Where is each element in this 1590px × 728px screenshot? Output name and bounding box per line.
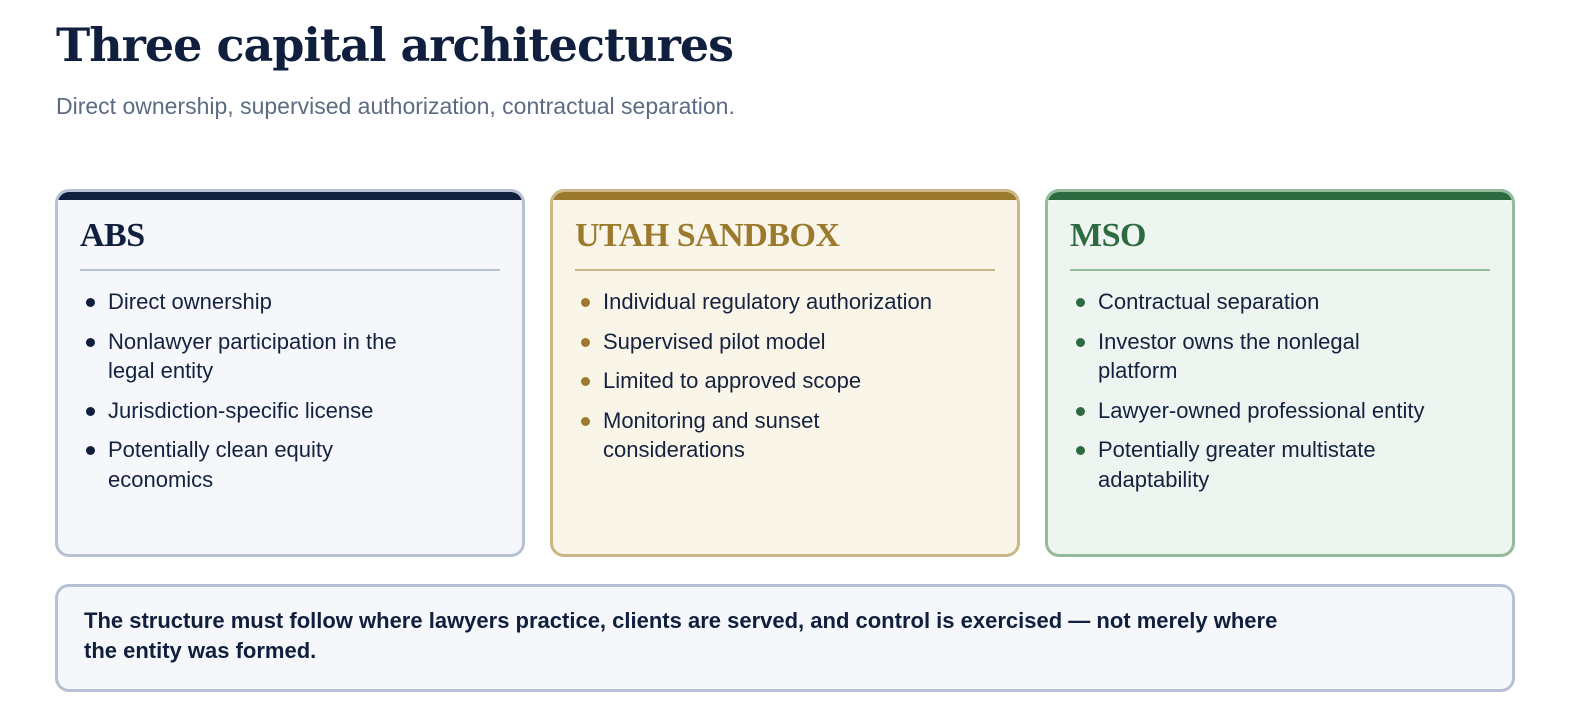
list-item — [1070, 396, 1430, 426]
list-item — [80, 396, 440, 426]
list-item-text: Individual regulatory authorization — [603, 289, 932, 314]
bullet-icon — [581, 417, 590, 426]
card-accent-bar — [553, 192, 1017, 200]
list-item-text: Potentially greater multistate adaptability — [1098, 437, 1376, 492]
list-item-text: Contractual separation — [1098, 289, 1320, 314]
list-item — [575, 287, 935, 317]
card-title: ABS — [80, 217, 145, 254]
list-item-text: Limited to approved scope — [603, 368, 862, 393]
bullet-icon — [1076, 446, 1085, 455]
list-item-text: Monitoring and sunset considerations — [603, 407, 820, 462]
callout-text: The structure must follow where lawyers practice, clients are served, and control is exercised — not merely where the entity was formed. — [84, 608, 1278, 663]
list-item-text: Jurisdiction-specific license — [108, 397, 374, 423]
card-divider — [80, 269, 500, 271]
list-item-text: Potentially clean equity economics — [108, 437, 334, 492]
list-item — [1070, 327, 1430, 386]
list-item-text: Supervised pilot model — [603, 328, 826, 354]
list-item — [80, 287, 440, 317]
card-divider — [1070, 269, 1490, 271]
bullet-icon — [1076, 298, 1085, 307]
page-subtitle: Direct ownership, supervised authorization, contractual separation. — [56, 93, 735, 119]
list-item — [1070, 287, 1430, 317]
list-item — [80, 327, 440, 386]
bullet-icon — [581, 377, 590, 386]
list-item — [575, 406, 935, 465]
list-item — [575, 366, 935, 396]
list-item-text: Investor owns the nonlegal platform — [1098, 328, 1360, 383]
card-divider — [575, 269, 995, 271]
card-list — [575, 287, 935, 475]
bullet-icon — [86, 446, 95, 455]
list-item — [1070, 435, 1430, 494]
card-accent-bar — [1048, 192, 1512, 200]
bullet-icon — [86, 407, 95, 416]
bullet-icon — [86, 338, 95, 347]
card-utah-sandbox — [550, 189, 1020, 557]
card-mso — [1045, 189, 1515, 557]
bullet-icon — [581, 298, 590, 307]
bullet-icon — [581, 338, 590, 347]
card-accent-bar — [58, 192, 522, 200]
page-title: Three capital architectures — [56, 18, 734, 72]
bullet-icon — [86, 298, 95, 307]
bullet-icon — [1076, 338, 1085, 347]
list-item-text: Direct ownership — [108, 289, 272, 314]
list-item — [80, 435, 440, 494]
bullet-icon — [1076, 407, 1085, 416]
card-list — [80, 287, 440, 504]
card-title: MSO — [1070, 217, 1146, 254]
list-item — [575, 327, 935, 357]
list-item-text: Nonlawyer participation in the legal entity — [108, 328, 397, 383]
card-list — [1070, 287, 1430, 504]
card-title: UTAH SANDBOX — [575, 217, 840, 254]
callout-box — [55, 584, 1515, 692]
list-item-text: Lawyer-owned professional entity — [1098, 397, 1425, 423]
card-abs — [55, 189, 525, 557]
